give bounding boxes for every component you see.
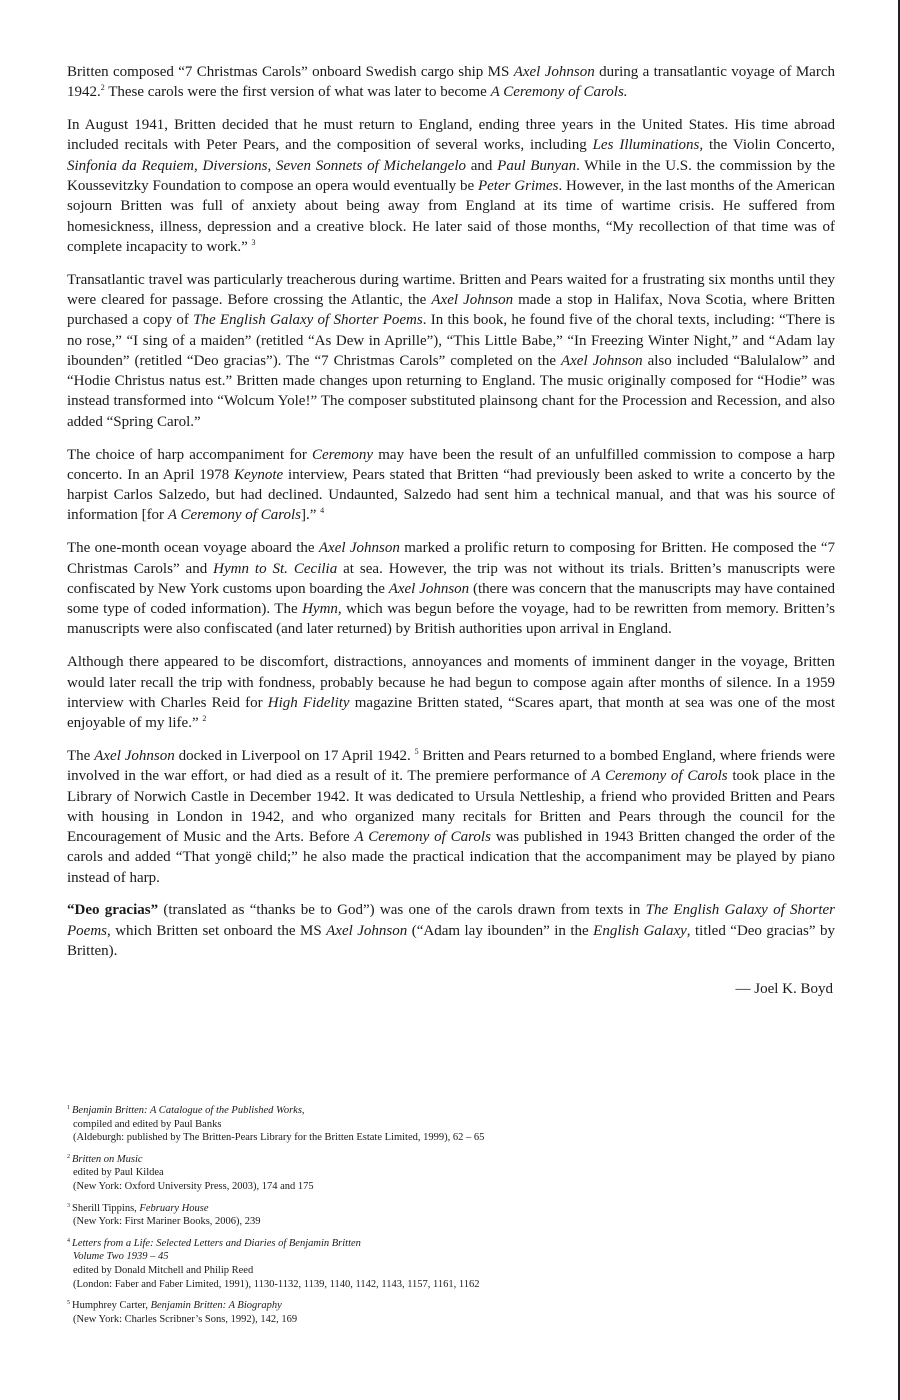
italic-text: Ceremony (312, 446, 374, 463)
text-run: These carols were the first version of what was later to become (104, 84, 491, 101)
italic-text: High Fidelity (267, 694, 350, 711)
footnote-line (67, 1278, 827, 1292)
footnote-line (67, 1153, 827, 1167)
italic-text: Diversions (202, 157, 268, 174)
footnote-line (67, 1104, 827, 1118)
footnote-ref: 3 (251, 237, 256, 247)
footnote (67, 1153, 827, 1194)
italic-text: Peter Grimes (477, 177, 559, 194)
italic-text: Axel Johnson (318, 540, 400, 557)
footnote (67, 1299, 827, 1326)
text-run: was published in 1943 Britten changed the order of the carols and added “That yongë child;” he also made the practical indication that the accompaniment may be played by piano instead of harp. (67, 829, 835, 886)
text-run: Britten and Pears returned to a bombed England, where friends were involved in the war effort, or had died as a result of it. The premiere performance of (67, 747, 835, 785)
text-run: (New York: First Mariner Books, 2006), 239 (73, 1216, 261, 1228)
italic-text: A Ceremony of Carols. (490, 84, 628, 101)
italic-text: The English Galaxy of Shorter Poems (193, 312, 423, 329)
text-run: marked a prolific return to composing for Britten. He composed the “7 Christmas Carols” and (67, 540, 835, 577)
italic-text: Axel Johnson (388, 580, 470, 597)
text-run: , (193, 157, 203, 174)
text-run: and (466, 157, 498, 174)
italic-text: Seven Sonnets of Michelangelo (275, 157, 467, 174)
text-run: during a transatlantic voyage of March 1942. (67, 64, 835, 101)
article-body (67, 62, 835, 998)
text-run: , titled “Deo gracias” by Britten). (67, 922, 835, 960)
footnote-line (67, 1180, 827, 1194)
footnote-number: 4 (67, 1237, 70, 1244)
footnote-ref: 2 (100, 83, 105, 93)
author-signature: — Joel K. Boyd (735, 981, 833, 998)
paragraph (67, 746, 835, 888)
text-run: Britten composed “7 Christmas Carols” onboard Swedish cargo ship MS (67, 64, 514, 80)
text-run: compiled and edited by Paul Banks (73, 1118, 222, 1130)
text-run: The choice of harp accompaniment for (67, 446, 312, 463)
text-run: at sea. However, the trip was not without its trials. Britten’s manuscripts were confiscated by New York customs upon boarding the (67, 560, 835, 597)
text-run: magazine Britten stated, “Scares apart, that month at sea was one of the most enjoyable of my life.” (67, 694, 835, 732)
text-run: (there was concern that the manuscripts may have contained some type of coded information). The (67, 580, 835, 618)
footnote-number: 3 (67, 1202, 70, 1209)
text-run: . However, in the last months of the American sojourn Britten was full of anxiety about being away from England at its time of wartime crisis. He suffered from homesickness, illness, depression and a creative block. He later said of those months, “My recollection of that time was of complete incapacity to work.” (67, 177, 835, 255)
footnote-line (67, 1131, 827, 1145)
italic-text: Axel Johnson (431, 291, 514, 308)
text-run: The (67, 747, 95, 764)
footnote-line (67, 1237, 827, 1251)
paragraph (67, 270, 835, 432)
footnote-number: 2 (67, 1153, 70, 1160)
italic-text: Sinfonia da Requiem (67, 157, 194, 174)
text-run: docked in Liverpool on 17 April 1942. (174, 747, 415, 764)
text-run: (translated as “thanks be to God”) was one of the carols drawn from texts in (158, 902, 646, 919)
text-run: Sherill Tippins, (72, 1202, 140, 1214)
footnote-line (67, 1166, 827, 1180)
footnote-ref: 5 (414, 746, 419, 756)
italic-text: Paul Bunyan (497, 157, 577, 174)
italic-text: Hymn (302, 601, 338, 618)
italic-text: Axel Johnson (513, 64, 595, 80)
footnote-ref: 2 (202, 714, 207, 724)
italic-text: Letters from a Life: Selected Letters and Diaries of Benjamin Britten (72, 1237, 361, 1249)
italic-text: A Ceremony of Carols (591, 768, 728, 785)
text-run: edited by Paul Kildea (73, 1167, 164, 1179)
text-run: edited by Donald Mitchell and Philip Reed (73, 1264, 254, 1276)
footnote-number: 5 (67, 1300, 70, 1307)
text-run: took place in the Library of Norwich Castle in December 1942. It was dedicated to Ursula Nettleship, a friend who provided Britten and Pears with housing in London in 1942, and who organized many recitals for Britten and Pears through the council for the Encouragement of Music and the Arts. Before (67, 768, 835, 846)
text-run: In August 1941, Britten decided that he must return to England, ending three years in the United States. His time abroad included recitals with Peter Pears, and the composition of several works, including (67, 117, 835, 154)
italic-text: Britten on Music (72, 1153, 143, 1165)
italic-text: A Ceremony of Carols (354, 829, 491, 846)
text-run: (Aldeburgh: published by The Britten-Pears Library for the Britten Estate Limited, 1999), 62 – 65 (73, 1132, 485, 1144)
text-run: made a stop in Halifax, Nova Scotia, where Britten purchased a copy of (67, 291, 836, 329)
text-run: (“Adam lay ibounden” in the (407, 922, 594, 939)
text-run: , (267, 157, 276, 174)
text-run: may have been the result of an unfulfilled commission to compose a harp concerto. In an April 1978 (67, 446, 835, 483)
footnote-line (67, 1313, 827, 1327)
footnote (67, 1104, 827, 1145)
text-run: The one-month ocean voyage aboard the (67, 540, 319, 557)
text-run: ].” (301, 507, 321, 524)
italic-text: Benjamin Britten: A Biography (150, 1300, 282, 1312)
footnote-line (67, 1215, 827, 1229)
paragraph (67, 900, 835, 961)
footnote-number: 1 (67, 1105, 70, 1111)
paragraph (67, 62, 835, 103)
text-run: Although there appeared to be discomfort, distractions, annoyances and moments of imminent danger in the voyage, Britten would later recall the trip with fondness, probably because he had begun to compose again after months of silence. In a 1959 interview with Charles Reid for (67, 654, 835, 711)
text-run: , the Violin Concerto, (699, 137, 835, 154)
italic-text: The English Galaxy of Shorter Poems (67, 902, 836, 939)
footnote-line (67, 1299, 827, 1313)
italic-text: Volume Two 1939 – 45 (73, 1251, 169, 1263)
italic-text: Les Illuminations (592, 137, 700, 154)
text-run: (London: Faber and Faber Limited, 1991), 1130-1132, 1139, 1140, 1142, 1143, 1157, 1161, 1162 (73, 1278, 480, 1290)
footnote (67, 1237, 827, 1291)
footnotes (67, 1104, 827, 1334)
text-run: interview, Pears stated that Britten “had previously been asked to write a concerto by the harpist Carlos Salzedo, but had declined. Undaunted, Salzedo had sent him a technical manual, and that was his source of information [for (67, 466, 835, 524)
bold-text: “Deo gracias” (67, 902, 159, 919)
text-run: , which Britten set onboard the MS (107, 922, 327, 939)
footnote (67, 1202, 827, 1229)
paragraph (67, 652, 835, 733)
italic-text: Keynote (234, 466, 284, 483)
text-run: Humphrey Carter, (72, 1300, 151, 1312)
italic-text: Axel Johnson (560, 352, 643, 369)
text-run: . While in the U.S. the commission by the Koussevitzky Foundation to compose an opera would eventually be (67, 157, 836, 194)
italic-text: English Galaxy (593, 922, 687, 939)
text-run: also included “Balulalow” and “Hodie Christus natus est.” Britten made changes upon returning to England. The music originally composed for “Hodie” was instead transformed into “Wolcum Yole!” The composer substituted plainsong chant for the Procession and Recession, and also added “Spring Carol.” (67, 352, 835, 430)
text-run: Transatlantic travel was particularly treacherous during wartime. Britten and Pears waited for a frustrating six months until they were cleared for passage. Before crossing the Atlantic, the (67, 271, 835, 308)
text-run: (New York: Oxford University Press, 2003), 174 and 175 (73, 1180, 314, 1192)
footnote-line (67, 1264, 827, 1278)
footnote-ref: 4 (320, 506, 325, 516)
footnote-line (67, 1250, 827, 1264)
italic-text: A Ceremony of Carols (167, 507, 302, 524)
italic-text: Benjamin Britten: A Catalogue of the Published Works, (72, 1105, 305, 1116)
italic-text: February House (139, 1202, 209, 1214)
paragraph (67, 445, 835, 526)
paragraphs (67, 62, 835, 961)
text-run: , which was begun before the voyage, had to be rewritten from memory. Britten’s manuscripts were also confiscated (and later returned) by British authorities upon arrival in England. (67, 601, 835, 638)
text-run: (New York: Charles Scribner’s Sons, 1992), 142, 169 (73, 1313, 298, 1325)
paragraph (67, 538, 835, 639)
italic-text: Axel Johnson (94, 747, 175, 764)
italic-text: Axel Johnson (326, 922, 408, 939)
footnote-line (67, 1118, 827, 1132)
footnote-line (67, 1202, 827, 1216)
paragraph (67, 115, 835, 257)
italic-text: Hymn to St. Cecilia (213, 560, 338, 577)
text-run: . In this book, he found five of the choral texts, including: “There is no rose,” “I sing of a maiden” (retitled “As Dew in Aprille”), “This Little Babe,” “In Freezing Winter Night,” and “Adam lay ibounden” (retitled “Deo gracias”). The “7 Christmas Carols” completed on the (67, 312, 835, 369)
